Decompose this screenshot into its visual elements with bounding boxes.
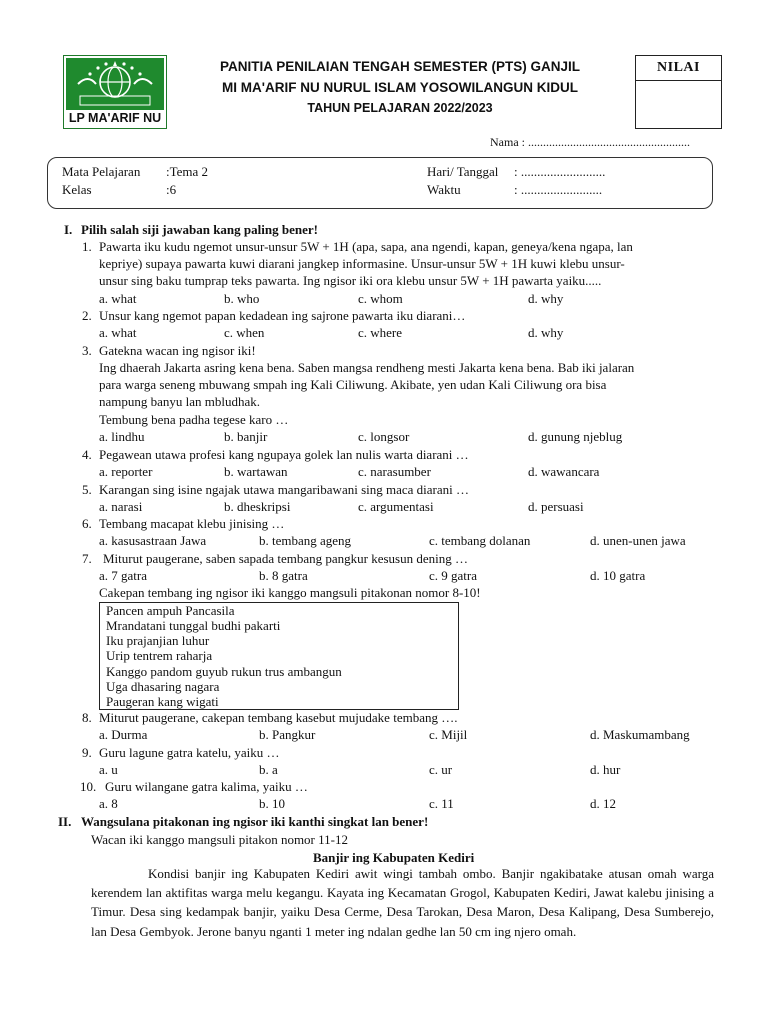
header-committee: PANITIA PENILAIAN TENGAH SEMESTER (PTS) GANJIL [219, 59, 581, 74]
time-value[interactable]: : ......................... [514, 182, 603, 197]
q10-text: Guru wilangane gatra kalima, yaiku … [105, 779, 308, 794]
tembang-line: Uga dhasaring nagara [106, 679, 220, 694]
score-label: NILAI [636, 56, 721, 81]
q2-number: 2. [82, 308, 92, 323]
q2-text: Unsur kang ngemot papan kedadean ing sajrone pawarta iku diarani… [99, 308, 466, 323]
q8-option-c[interactable]: c. Mijil [429, 727, 468, 742]
q7-option-d[interactable]: d. 10 gatra [590, 568, 646, 583]
q4-option-a[interactable]: a. reporter [99, 464, 153, 479]
q3-passage-line3: nampung banyu lan mbludhak. [99, 394, 261, 409]
q2-option-a[interactable]: a. what [99, 325, 137, 340]
q1-line1: Pawarta iku kudu ngemot unsur-unsur 5W + 1H (apa, sapa, ana ngendi, kapan, geneya/kena ngapa, lan [99, 239, 633, 254]
q4-option-b[interactable]: b. wartawan [224, 464, 288, 479]
q8-text: Miturut paugerane, cakepan tembang kasebut mujudake tembang …. [99, 710, 458, 725]
q1-option-d[interactable]: d. why [528, 291, 564, 306]
q7-option-c[interactable]: c. 9 gatra [429, 568, 478, 583]
date-value[interactable]: : .......................... [514, 164, 606, 179]
q1-option-c[interactable]: c. whom [358, 291, 403, 306]
reading-title: Banjir ing Kabupaten Kediri [313, 850, 475, 865]
tembang-line: Pancen ampuh Pancasila [106, 603, 235, 618]
section2-heading: Wangsulana pitakonan ing ngisor iki kanthi singkat lan bener! [81, 814, 429, 829]
q6-option-a[interactable]: a. kasusastraan Jawa [99, 533, 207, 548]
q4-option-d[interactable]: d. wawancara [528, 464, 600, 479]
q9-number: 9. [82, 745, 92, 760]
q3-option-a[interactable]: a. lindhu [99, 429, 145, 444]
q9-option-a[interactable]: a. u [99, 762, 118, 777]
q1-line2: kepriye) supaya pawarta kuwi diarani jangkep informasine. Unsur-unsur 5W + 1H kuwi klebu unsur- [99, 256, 625, 271]
q5-option-b[interactable]: b. dheskripsi [224, 499, 291, 514]
header-year: TAHUN PELAJARAN 2022/2023 [307, 101, 493, 115]
q3-option-b[interactable]: b. banjir [224, 429, 268, 444]
section1-heading: Pilih salah siji jawaban kang paling bener! [81, 222, 318, 237]
q1-option-b[interactable]: b. who [224, 291, 260, 306]
q2-option-b[interactable]: c. when [224, 325, 265, 340]
q7-number: 7. [82, 551, 92, 566]
q6-option-b[interactable]: b. tembang ageng [259, 533, 352, 548]
q2-option-d[interactable]: d. why [528, 325, 564, 340]
q6-number: 6. [82, 516, 92, 531]
school-logo [63, 55, 167, 129]
subject-value: :Tema 2 [166, 164, 209, 179]
tembang-line: Paugeran kang wigati [106, 694, 219, 709]
q10-option-a[interactable]: a. 8 [99, 796, 118, 811]
q3-question: Tembung bena padha tegese karo … [99, 412, 289, 427]
q7-option-b[interactable]: b. 8 gatra [259, 568, 308, 583]
q9-option-b[interactable]: b. a [259, 762, 278, 777]
q9-option-d[interactable]: d. hur [590, 762, 621, 777]
cakepan-intro: Cakepan tembang ing ngisor iki kanggo mangsuli pitakonan nomor 8-10! [99, 585, 481, 600]
header-school: MI MA'ARIF NU NURUL ISLAM YOSOWILANGUN KIDUL [222, 80, 578, 95]
q6-option-c[interactable]: c. tembang dolanan [429, 533, 531, 548]
reading-paragraph: Kondisi banjir ing Kabupaten Kediri awit wingi tambah ombo. Banjir ngakibatake atusan omah warga kerendem lan aktifitas warga melu kegangu. Kayata ing Kecamatan Grogol, Kabupaten Kediri, Jawat kalebu jinising a Timur. Desa sing kedampak banjir, yaiku Desa Cerme, Desa Tarokan, Desa Maron, Desa Kalipang, Desa Sumberejo, lan Desa Gembyok. Jerone banyu nganti 1 meter ing ndalan gedhe lan 50 cm ing njero omah. [91, 866, 714, 939]
q3-option-c[interactable]: c. longsor [358, 429, 410, 444]
info-box [47, 157, 713, 209]
class-value: :6 [166, 182, 177, 197]
q4-text: Pegawean utawa profesi kang ngupaya golek lan nulis warta diarani … [99, 447, 469, 462]
q3-passage-line2: para warga seneng mbuwang smpah ing Kali Ciliwung. Akibate, yen udan Kali Ciliwung ora bisa [99, 377, 607, 392]
logo-label: LP MA'ARIF NU [68, 111, 162, 125]
date-label: Hari/ Tanggal [427, 164, 499, 179]
q10-option-c[interactable]: c. 11 [429, 796, 454, 811]
tembang-line: Kanggo pandom guyub rukun trus ambangun [106, 664, 342, 679]
q6-text: Tembang macapat klebu jinising … [99, 516, 285, 531]
reading-intro: Wacan iki kanggo mangsuli pitakon nomor 11-12 [91, 832, 348, 847]
q1-option-a[interactable]: a. what [99, 291, 137, 306]
nu-emblem [66, 58, 164, 110]
q8-option-a[interactable]: a. Durma [99, 727, 148, 742]
q9-option-c[interactable]: c. ur [429, 762, 453, 777]
name-field[interactable]: Nama : ...................................................... [490, 135, 690, 149]
tembang-line: Mrandatani tunggal budhi pakarti [106, 618, 281, 633]
time-label: Waktu [427, 182, 461, 197]
q10-option-b[interactable]: b. 10 [259, 796, 285, 811]
q5-option-a[interactable]: a. narasi [99, 499, 143, 514]
tembang-line: Urip tentrem raharja [106, 648, 213, 663]
q7-option-a[interactable]: a. 7 gatra [99, 568, 148, 583]
q5-option-c[interactable]: c. argumentasi [358, 499, 434, 514]
score-box[interactable] [635, 55, 722, 129]
q5-option-d[interactable]: d. persuasi [528, 499, 584, 514]
q3-text: Gatekna wacan ing ngisor iki! [99, 343, 256, 358]
tembang-line: Iku prajanjian luhur [106, 633, 210, 648]
q9-text: Guru lagune gatra katelu, yaiku … [99, 745, 280, 760]
q3-number: 3. [82, 343, 92, 358]
q8-number: 8. [82, 710, 92, 725]
subject-label: Mata Pelajaran [62, 164, 141, 179]
q10-number: 10. [80, 779, 97, 794]
q1-line3: unsur sing baku tumprap teks pawarta. Ing ngisor iki ora klebu unsur 5W + 1H pawarta yaiku..... [99, 273, 602, 288]
section2-number: II. [58, 814, 72, 829]
q5-number: 5. [82, 482, 92, 497]
q4-option-c[interactable]: c. narasumber [358, 464, 431, 479]
q1-number: 1. [82, 239, 92, 254]
q4-number: 4. [82, 447, 92, 462]
q8-option-b[interactable]: b. Pangkur [259, 727, 316, 742]
q6-option-d[interactable]: d. unen-unen jawa [590, 533, 686, 548]
q5-text: Karangan sing isine ngajak utawa mangaribawani sing maca diarani … [99, 482, 470, 497]
q3-option-d[interactable]: d. gunung njeblug [528, 429, 623, 444]
q8-option-d[interactable]: d. Maskumambang [590, 727, 690, 742]
q3-passage-line1: Ing dhaerah Jakarta asring kena bena. Saben mangsa rendheng mesti Jakarta kena bena. Bab iki jalaran [99, 360, 635, 375]
section1-number: I. [64, 222, 73, 237]
q7-text: Miturut paugerane, saben sapada tembang pangkur kesusun dening … [103, 551, 468, 566]
q10-option-d[interactable]: d. 12 [590, 796, 616, 811]
q2-option-c[interactable]: c. where [358, 325, 403, 340]
class-label: Kelas [62, 182, 92, 197]
